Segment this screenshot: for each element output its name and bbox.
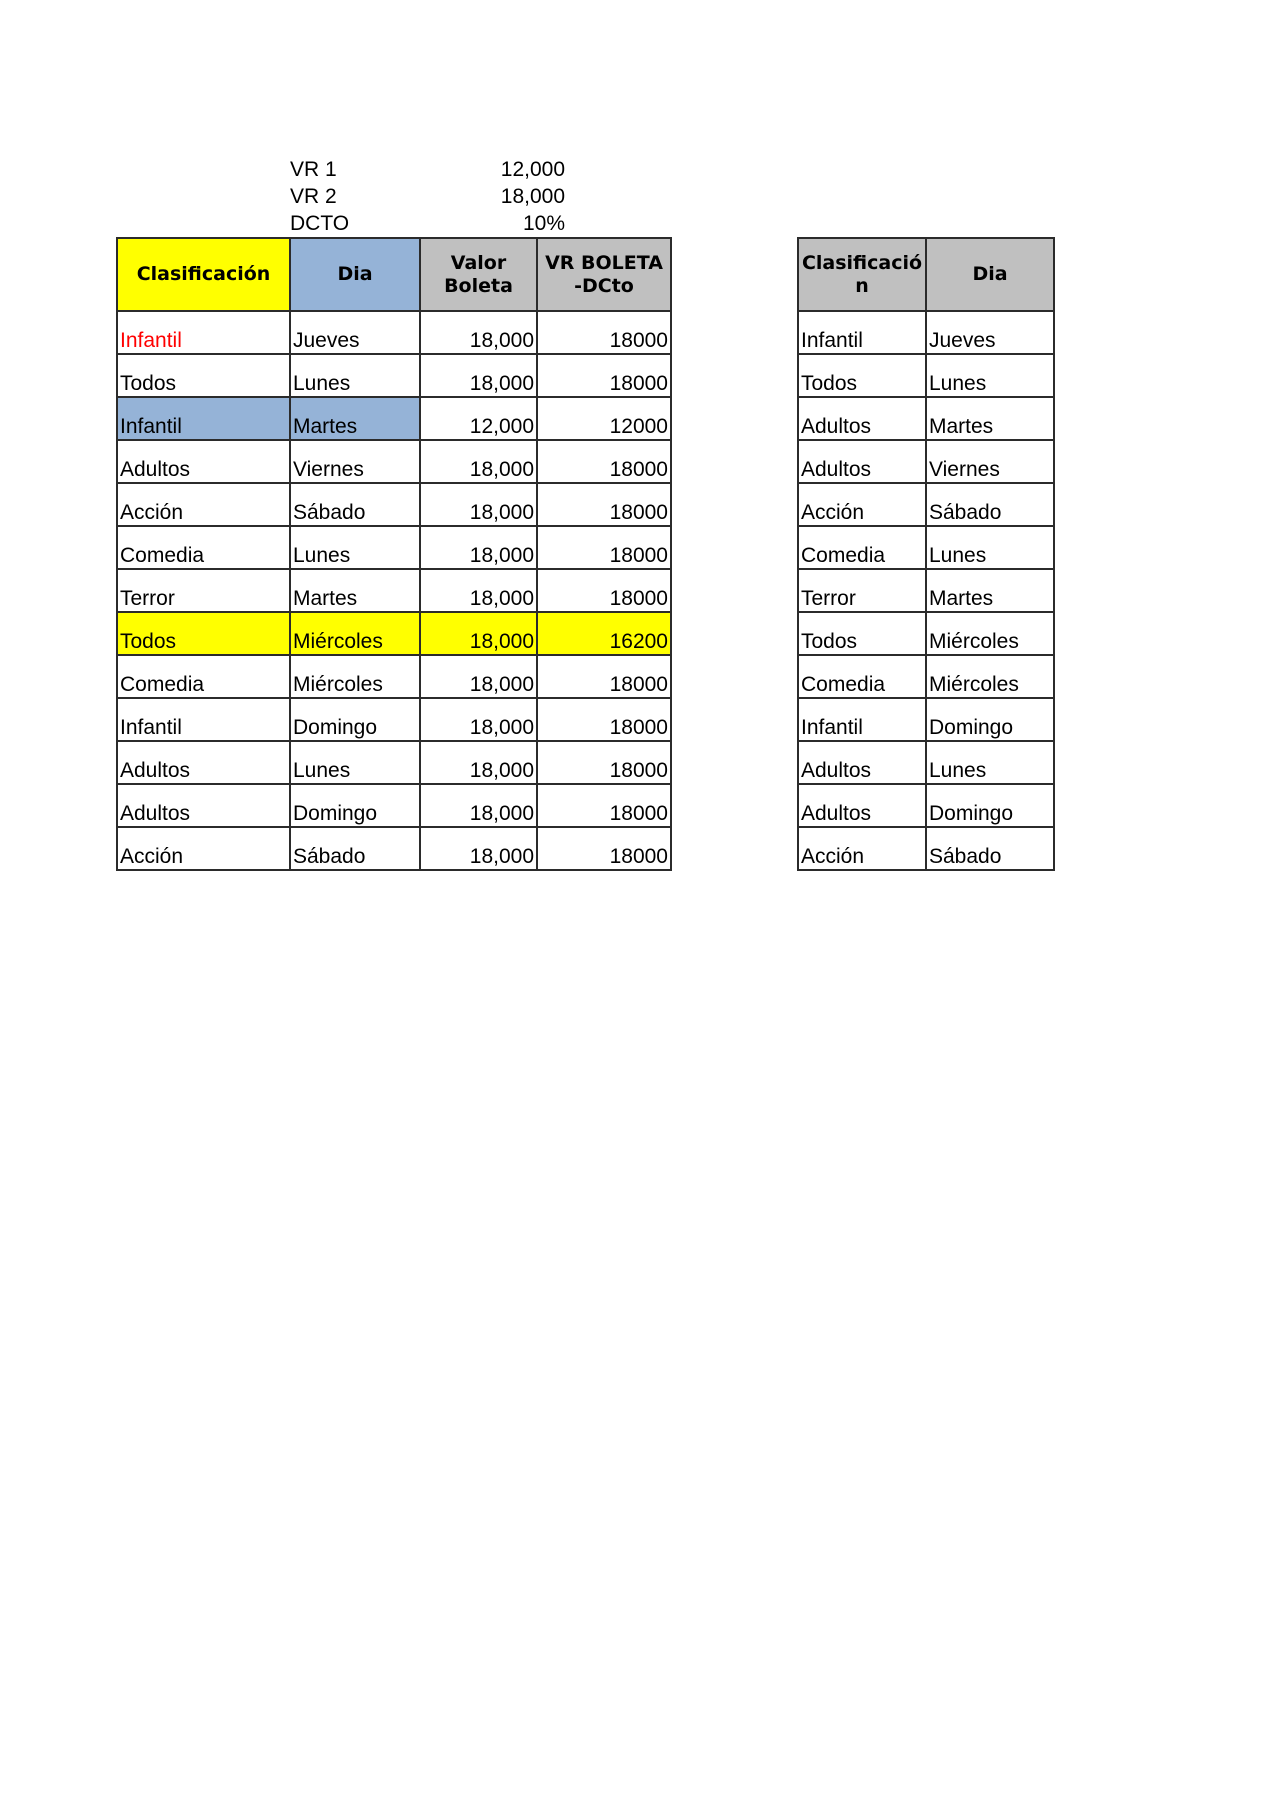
cell-clasificacion[interactable]: Acción [117, 483, 290, 526]
cell-clasificacion[interactable]: Terror [117, 569, 290, 612]
cell-valor-boleta[interactable]: 18,000 [420, 612, 537, 655]
table-row [117, 397, 671, 440]
cell-valor-boleta[interactable]: 18,000 [420, 526, 537, 569]
table-row [798, 612, 1054, 655]
table-row [117, 827, 671, 870]
cell-dia[interactable]: Miércoles [926, 655, 1054, 698]
cell-clasificacion[interactable]: Comedia [798, 526, 926, 569]
cell-dia[interactable]: Miércoles [290, 612, 420, 655]
param-row-dcto [290, 210, 565, 237]
cell-dia[interactable]: Miércoles [290, 655, 420, 698]
table-row [798, 827, 1054, 870]
table-row [798, 440, 1054, 483]
header-row [117, 238, 671, 311]
cell-valor-boleta[interactable]: 18,000 [420, 741, 537, 784]
cell-dia[interactable]: Domingo [926, 784, 1054, 827]
table-row [798, 698, 1054, 741]
cell-vr-boleta-dcto[interactable]: 18000 [537, 569, 671, 612]
cell-valor-boleta[interactable]: 12,000 [420, 397, 537, 440]
header-row [798, 238, 1054, 311]
cell-clasificacion[interactable]: Infantil [798, 698, 926, 741]
copy-table [797, 237, 1055, 871]
cell-clasificacion[interactable]: Infantil [798, 311, 926, 354]
cell-clasificacion[interactable]: Acción [798, 483, 926, 526]
param-label[interactable]: DCTO [290, 212, 350, 235]
table-row [798, 311, 1054, 354]
cell-dia[interactable]: Lunes [290, 741, 420, 784]
cell-vr-boleta-dcto[interactable]: 16200 [537, 612, 671, 655]
table-row [798, 655, 1054, 698]
cell-vr-boleta-dcto[interactable]: 18000 [537, 354, 671, 397]
table-row [117, 354, 671, 397]
cell-clasificacion[interactable]: Todos [117, 354, 290, 397]
cell-vr-boleta-dcto[interactable]: 18000 [537, 784, 671, 827]
cell-dia[interactable]: Lunes [926, 741, 1054, 784]
cell-dia[interactable]: Domingo [290, 698, 420, 741]
table-row [117, 526, 671, 569]
table-row [798, 354, 1054, 397]
header-clasificacion[interactable]: Clasificació n [798, 238, 926, 311]
cell-clasificacion[interactable]: Acción [798, 827, 926, 870]
cell-dia[interactable]: Lunes [290, 526, 420, 569]
cell-clasificacion[interactable]: Adultos [798, 741, 926, 784]
param-row-vr2 [290, 183, 565, 210]
cell-clasificacion[interactable]: Comedia [117, 655, 290, 698]
cell-dia[interactable]: Lunes [926, 526, 1054, 569]
cell-dia[interactable]: Jueves [290, 311, 420, 354]
cell-dia[interactable]: Domingo [290, 784, 420, 827]
cell-vr-boleta-dcto[interactable]: 18000 [537, 440, 671, 483]
header-clasificacion[interactable]: Clasificación [117, 238, 290, 311]
cell-clasificacion[interactable]: Adultos [117, 784, 290, 827]
cell-dia[interactable]: Martes [926, 569, 1054, 612]
cell-vr-boleta-dcto[interactable]: 18000 [537, 698, 671, 741]
param-label[interactable]: VR 2 [290, 185, 337, 208]
cell-clasificacion[interactable]: Infantil [117, 698, 290, 741]
cell-valor-boleta[interactable]: 18,000 [420, 569, 537, 612]
cell-dia[interactable]: Sábado [290, 827, 420, 870]
table-row [798, 741, 1054, 784]
param-value[interactable]: 12,000 [500, 158, 565, 181]
table-row [798, 483, 1054, 526]
main-table [116, 237, 672, 871]
table-row [798, 397, 1054, 440]
cell-valor-boleta[interactable]: 18,000 [420, 354, 537, 397]
param-value[interactable]: 10% [522, 212, 565, 235]
cell-clasificacion[interactable]: Adultos [117, 741, 290, 784]
cell-clasificacion[interactable]: Todos [798, 612, 926, 655]
table-row [117, 784, 671, 827]
table-row [117, 483, 671, 526]
cell-dia[interactable]: Martes [290, 397, 420, 440]
cell-clasificacion[interactable]: Comedia [798, 655, 926, 698]
cell-vr-boleta-dcto[interactable]: 18000 [537, 741, 671, 784]
table-row [117, 440, 671, 483]
cell-dia[interactable]: Lunes [926, 354, 1054, 397]
cell-vr-boleta-dcto[interactable]: 18000 [537, 483, 671, 526]
cell-valor-boleta[interactable]: 18,000 [420, 698, 537, 741]
cell-dia[interactable]: Domingo [926, 698, 1054, 741]
cell-vr-boleta-dcto[interactable]: 18000 [537, 311, 671, 354]
cell-clasificacion[interactable]: Todos [117, 612, 290, 655]
cell-valor-boleta[interactable]: 18,000 [420, 784, 537, 827]
cell-valor-boleta[interactable]: 18,000 [420, 440, 537, 483]
cell-dia[interactable]: Jueves [926, 311, 1054, 354]
cell-dia[interactable]: Sábado [290, 483, 420, 526]
cell-vr-boleta-dcto[interactable]: 18000 [537, 827, 671, 870]
cell-clasificacion[interactable]: Adultos [798, 784, 926, 827]
cell-clasificacion[interactable]: Infantil [117, 397, 290, 440]
param-row-vr1 [290, 156, 565, 183]
param-value[interactable]: 18,000 [500, 185, 565, 208]
cell-clasificacion[interactable]: Adultos [798, 440, 926, 483]
table-row [798, 569, 1054, 612]
cell-clasificacion[interactable]: Comedia [117, 526, 290, 569]
table-row [117, 655, 671, 698]
cell-valor-boleta[interactable]: 18,000 [420, 655, 537, 698]
cell-dia[interactable]: Martes [290, 569, 420, 612]
cell-clasificacion[interactable]: Adultos [117, 440, 290, 483]
table-row [117, 612, 671, 655]
cell-dia[interactable]: Viernes [290, 440, 420, 483]
header-dia[interactable]: Dia [290, 238, 420, 311]
cell-vr-boleta-dcto[interactable]: 12000 [537, 397, 671, 440]
cell-vr-boleta-dcto[interactable]: 18000 [537, 655, 671, 698]
table-row [117, 569, 671, 612]
cell-valor-boleta[interactable]: 18,000 [420, 483, 537, 526]
cell-dia[interactable]: Martes [926, 397, 1054, 440]
cell-dia[interactable]: Viernes [926, 440, 1054, 483]
cell-clasificacion[interactable]: Terror [798, 569, 926, 612]
header-valor-boleta[interactable]: Valor Boleta [420, 238, 537, 311]
table-row [117, 741, 671, 784]
cell-dia[interactable]: Sábado [926, 483, 1054, 526]
cell-dia[interactable]: Sábado [926, 827, 1054, 870]
cell-dia[interactable]: Lunes [290, 354, 420, 397]
table-row [117, 311, 671, 354]
cell-clasificacion[interactable]: Todos [798, 354, 926, 397]
table-row [117, 698, 671, 741]
cell-valor-boleta[interactable]: 18,000 [420, 827, 537, 870]
header-dia[interactable]: Dia [926, 238, 1054, 311]
table-row [798, 784, 1054, 827]
cell-clasificacion[interactable]: Adultos [798, 397, 926, 440]
table-row [798, 526, 1054, 569]
cell-vr-boleta-dcto[interactable]: 18000 [537, 526, 671, 569]
parameters-block [290, 156, 565, 237]
cell-clasificacion[interactable]: Acción [117, 827, 290, 870]
cell-dia[interactable]: Miércoles [926, 612, 1054, 655]
cell-clasificacion[interactable]: Infantil [117, 311, 290, 354]
param-label[interactable]: VR 1 [290, 158, 337, 181]
header-vr-boleta-dcto[interactable]: VR BOLETA -DCto [537, 238, 671, 311]
cell-valor-boleta[interactable]: 18,000 [420, 311, 537, 354]
